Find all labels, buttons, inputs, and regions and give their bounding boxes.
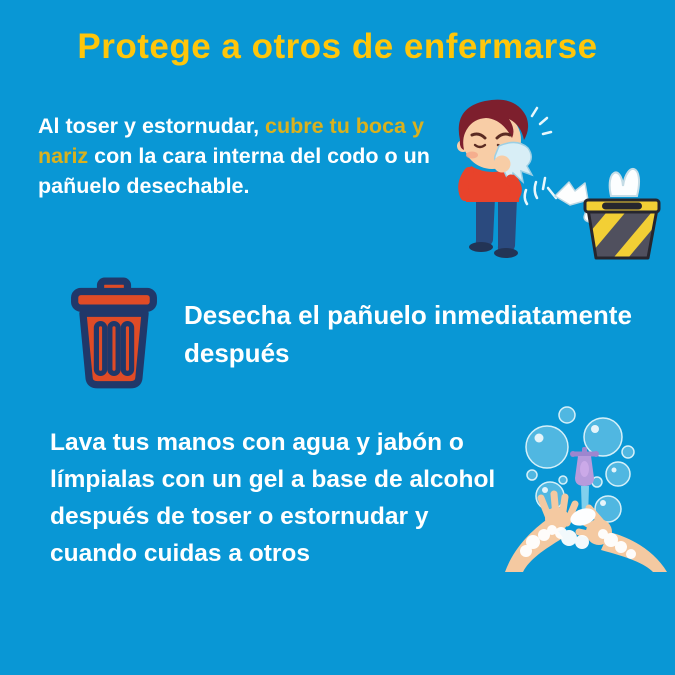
sneezing-person-icon [457,100,532,258]
footer [0,575,675,675]
page-title: Protege a otros de enfermarse [77,27,598,66]
tissue-box-icon [543,169,675,268]
intro-highlight: cubre tu boca y nariz [38,114,424,168]
dispose-paragraph: Desecha el pañuelo inmediatamente después [184,300,632,368]
trash-can-icon [62,276,166,392]
intro-text-2: con la cara interna del codo o un pañuelo desechable. [38,144,430,198]
intro-paragraph [38,111,450,201]
sneezing-person-illustration [435,88,675,268]
intro-text-1: Al toser y estornudar, [38,114,266,138]
handwashing-illustration [503,390,670,572]
wash-hands-paragraph: Lava tus manos con agua y jabón o límpialas con un gel a base de alcohol después de toser o estornudar y cuando cuidas a otros [50,429,496,567]
